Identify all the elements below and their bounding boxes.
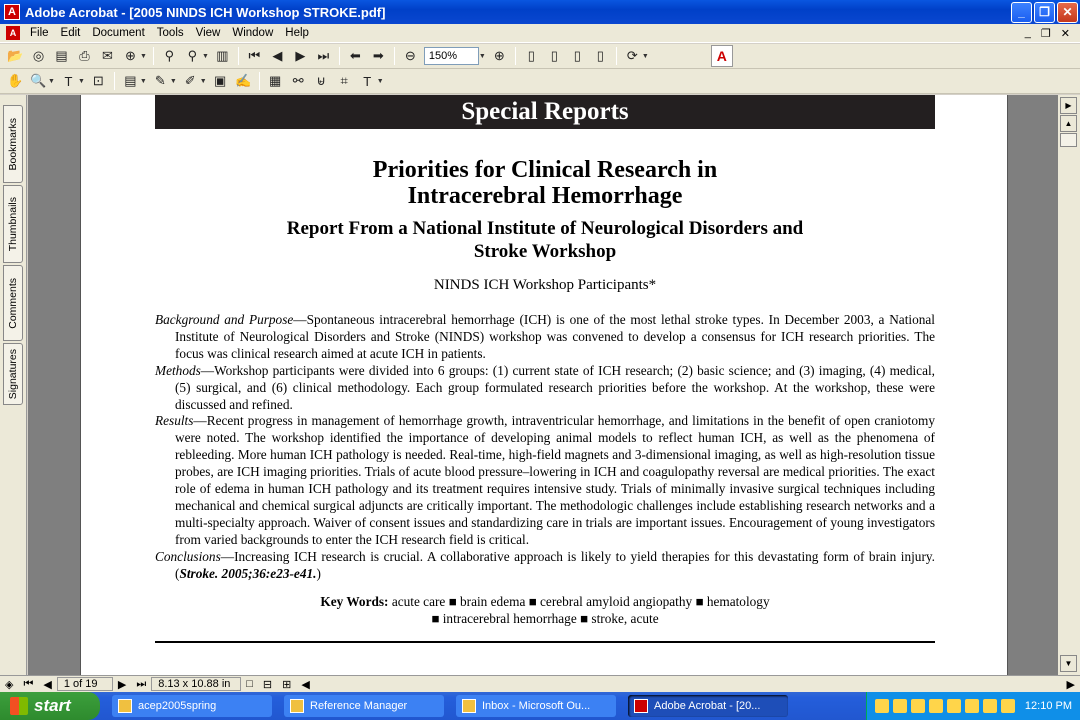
facing-icon[interactable]: ⊞ [282, 678, 292, 691]
menu-edit[interactable]: Edit [60, 27, 81, 39]
author-line: NINDS ICH Workshop Participants* [433, 277, 657, 293]
tray-icon[interactable] [875, 699, 889, 713]
task-inbox[interactable]: Inbox - Microsoft Ou... [456, 695, 616, 717]
taskbar [0, 692, 1080, 720]
main-toolbar [0, 44, 1080, 69]
task-adobe-acrobat[interactable]: Adobe Acrobat - [20... [628, 695, 788, 717]
search-web-icon[interactable]: ⊕ [125, 48, 136, 63]
tray-icon[interactable] [965, 699, 979, 713]
crop-tool-icon[interactable]: ⌗ [340, 73, 348, 88]
toolbar-separator [259, 72, 260, 90]
snapshot-icon[interactable]: ⊡ [92, 73, 104, 88]
status-prev-page-icon[interactable]: ◀ [43, 678, 52, 691]
rotate-icon[interactable]: ⟳ [626, 48, 638, 63]
search-icon[interactable]: ⚲ [187, 48, 198, 63]
article-title: Priorities for Clinical Research in Intracerebral Hemorrhage [372, 157, 718, 209]
highlight-tool-icon[interactable]: ✐ [184, 73, 196, 88]
tray-icon[interactable] [929, 699, 943, 713]
tab-signatures[interactable]: Signatures [3, 343, 23, 405]
hscroll-left-icon[interactable]: ◀ [301, 678, 310, 691]
open-icon[interactable]: 📂 [7, 48, 24, 63]
tab-bookmarks[interactable]: Bookmarks [3, 105, 23, 183]
tray-icon[interactable] [1001, 699, 1015, 713]
page-layout-icon[interactable]: ◈ [5, 678, 14, 691]
last-page-icon[interactable]: ⏭ [317, 48, 330, 63]
section-banner: Special Reports [155, 95, 935, 129]
scroll-thumb[interactable] [1060, 133, 1077, 147]
single-page-icon[interactable]: □ [246, 678, 253, 690]
note-tool-icon[interactable]: ▤ [124, 73, 137, 88]
toolbar-separator [114, 72, 115, 90]
toolbar-separator [515, 47, 516, 65]
task-reference-manager[interactable]: Reference Manager [284, 695, 444, 717]
hscroll-right-icon[interactable]: ▶ [1066, 678, 1075, 691]
reflow-icon[interactable]: ▯ [596, 48, 604, 63]
previous-view-icon[interactable]: ⬅ [349, 48, 361, 63]
save-icon[interactable]: ▤ [55, 48, 68, 63]
windows-flag-icon [10, 697, 28, 715]
abstract-methods: Methods—Workshop participants were divided into 6 groups: (1) current state of ICH research; (2) basic science; and (3) imaging, (4) medical, (5) surgical, and (6) clinical methodology. Each group formulated research priorities before the workshop. At the workshop, these were discussed and refined. [155, 362, 935, 412]
doc-minimize-button[interactable]: _ [1024, 26, 1031, 39]
tools-toolbar [0, 69, 1080, 94]
binoculars-icon[interactable]: ⚲ [164, 48, 175, 63]
title-bar [0, 0, 1080, 24]
form-tool-icon[interactable]: ▦ [269, 73, 282, 88]
toolbar-separator [153, 47, 154, 65]
adobe-logo-icon[interactable]: A [711, 45, 733, 67]
toolbar-separator [616, 47, 617, 65]
menu-file[interactable]: File [30, 27, 49, 39]
keywords: Key Words: acute care ■ brain edema ■ cerebral amyloid angiopathy ■ hematology ■ intracerebral hemorrhage ■ stroke, acute [320, 593, 770, 626]
outlook-icon [462, 699, 476, 713]
chevron-down-icon[interactable]: ▼ [376, 77, 384, 85]
fit-width-icon[interactable]: ▯ [573, 48, 581, 63]
minimize-button[interactable]: _ [1011, 2, 1032, 23]
chevron-down-icon[interactable]: ▼ [169, 77, 177, 85]
chevron-down-icon[interactable]: ▼ [48, 77, 55, 85]
next-page-icon[interactable]: ▶ [295, 48, 306, 63]
tray-icon[interactable] [983, 699, 997, 713]
text-select-icon[interactable]: T [64, 73, 73, 89]
touchup-text-icon[interactable]: T [363, 73, 372, 89]
email-icon[interactable]: ✉ [102, 48, 113, 63]
link-tool-icon[interactable]: ⚯ [292, 73, 304, 88]
sign-icon[interactable]: ✍ [235, 73, 252, 88]
next-view-icon[interactable]: ➡ [372, 48, 384, 63]
start-button[interactable]: start [0, 692, 100, 720]
menu-document[interactable]: Document [92, 27, 145, 39]
web-icon[interactable]: ◎ [32, 48, 45, 63]
tab-thumbnails[interactable]: Thumbnails [3, 185, 23, 263]
document-viewer[interactable] [28, 95, 1058, 675]
scroll-right-arrow-icon[interactable]: ▶ [1060, 97, 1077, 114]
toolbar-separator [339, 47, 340, 65]
scroll-up-arrow-icon[interactable]: ▲ [1060, 115, 1077, 132]
page-number-field[interactable]: 1 of 19 [57, 677, 113, 691]
article-tool-icon[interactable]: ⊌ [316, 73, 326, 88]
toolbar-separator [394, 47, 395, 65]
chevron-down-icon[interactable]: ▼ [201, 52, 209, 60]
scroll-down-arrow-icon[interactable]: ▼ [1060, 655, 1077, 672]
divider [155, 641, 935, 643]
hand-tool-icon[interactable]: ✋ [7, 73, 24, 88]
print-icon[interactable]: ⎙ [79, 48, 90, 63]
abstract-results: Results—Recent progress in management of hemorrhage growth, intraventricular hemorrhage, and limitations in the benefit of open craniotomy were noted. The workshop identified the importance of developing animal models to reflect human ICH, as well as the phenomena of rebleeding. More human ICH pathology is needed. Real-time, high-field magnets and 3-dimensional imaging, as well as high-resolution tissue probes, are ICH imaging priorities. Trials of acute blood pressure–lowering in ICH and coagulopathy reversal are medical priorities. The exact role of edema in human ICH pathology and its treatment requires intensive study. Trials of minimally invasive surgical techniques including mechanical and chemical surgical adjuncts are critically important. The methodologic challenges include establishing research networks and a multi-specialty approach. Waiver of consent issues and standardizing care in trials are important issues. Encouragement of young investigators from varied backgrounds to enter the ICH research field is critical. [155, 413, 935, 547]
abstract-conclusions: Conclusions—Increasing ICH research is crucial. A collaborative approach is likely to yield therapies for this devastating form of brain injury. (Stroke. 2005;36:e23-e41.) [155, 548, 935, 581]
status-last-page-icon[interactable]: ⏭ [136, 677, 147, 690]
acrobat-icon [634, 699, 648, 713]
fit-page-icon[interactable]: ▯ [550, 48, 558, 63]
zoom-input[interactable]: 150% [424, 47, 479, 65]
status-first-page-icon[interactable]: ⏮ [23, 677, 34, 690]
reference-manager-icon [290, 699, 304, 713]
navigation-pane-icon[interactable]: ▥ [216, 48, 229, 63]
menu-window[interactable]: Window [232, 27, 274, 39]
maximize-button[interactable]: ❐ [1034, 2, 1055, 23]
chevron-down-icon[interactable]: ▼ [77, 77, 85, 85]
zoom-in-icon[interactable]: ⊕ [493, 48, 505, 63]
article-subtitle: Report From a National Institute of Neurological Disorders and Stroke Workshop [286, 218, 804, 262]
doc-close-button[interactable]: ✕ [1060, 27, 1070, 40]
navigation-pane [0, 95, 27, 675]
clock[interactable]: 12:10 PM [1024, 700, 1072, 712]
status-next-page-icon[interactable]: ▶ [117, 678, 127, 691]
folder-icon [118, 699, 132, 713]
status-bar [0, 675, 1080, 692]
actual-size-icon[interactable]: ▯ [527, 48, 535, 63]
chevron-down-icon[interactable]: ▼ [199, 77, 207, 85]
menu-help[interactable]: Help [285, 27, 309, 39]
zoom-dropdown-icon[interactable]: ▼ [478, 52, 486, 60]
menu-tools[interactable]: Tools [156, 27, 184, 39]
close-button[interactable]: ✕ [1057, 2, 1078, 23]
zoom-out-icon[interactable]: ⊖ [404, 48, 416, 63]
zoom-tool-icon[interactable]: 🔍 [30, 73, 47, 88]
continuous-icon[interactable]: ⊟ [262, 678, 273, 691]
chevron-down-icon[interactable]: ▼ [139, 77, 147, 85]
pdf-page [80, 95, 1008, 675]
tray-icon[interactable] [911, 699, 925, 713]
pencil-tool-icon[interactable]: ✎ [154, 73, 166, 88]
tab-comments[interactable]: Comments [3, 265, 23, 341]
abstract [155, 312, 935, 583]
first-page-icon[interactable]: ⏮ [248, 48, 261, 63]
menu-bar [0, 24, 1080, 43]
tray-icon[interactable] [947, 699, 961, 713]
chevron-down-icon[interactable]: ▼ [641, 52, 649, 60]
tray-icon[interactable] [893, 699, 907, 713]
menu-view[interactable]: View [195, 27, 221, 39]
doc-restore-button[interactable]: ❐ [1040, 27, 1051, 40]
task-acep2005spring[interactable]: acep2005spring [112, 695, 272, 717]
window-title: Adobe Acrobat - [2005 NINDS ICH Workshop STROKE.pdf] [25, 4, 386, 20]
page-size-display: 8.13 x 10.88 in [151, 677, 241, 691]
previous-page-icon[interactable]: ◀ [272, 48, 283, 63]
document-icon[interactable]: A [6, 26, 20, 40]
system-tray [866, 692, 1080, 720]
acrobat-app-icon: A [4, 4, 20, 20]
vertical-scrollbar[interactable] [1058, 95, 1080, 675]
stamp-icon[interactable]: ▣ [214, 73, 227, 88]
chevron-down-icon[interactable]: ▼ [140, 52, 147, 60]
abstract-background: Background and Purpose—Spontaneous intracerebral hemorrhage (ICH) is one of the most lethal stroke types. In December 2003, a National Institute of Neurological Disorders and Stroke (NINDS) workshop was convened to develop a consensus for ICH research priorities. The focus was clinical research aimed at acute ICH in patients. [155, 312, 935, 361]
toolbar-separator [238, 47, 239, 65]
